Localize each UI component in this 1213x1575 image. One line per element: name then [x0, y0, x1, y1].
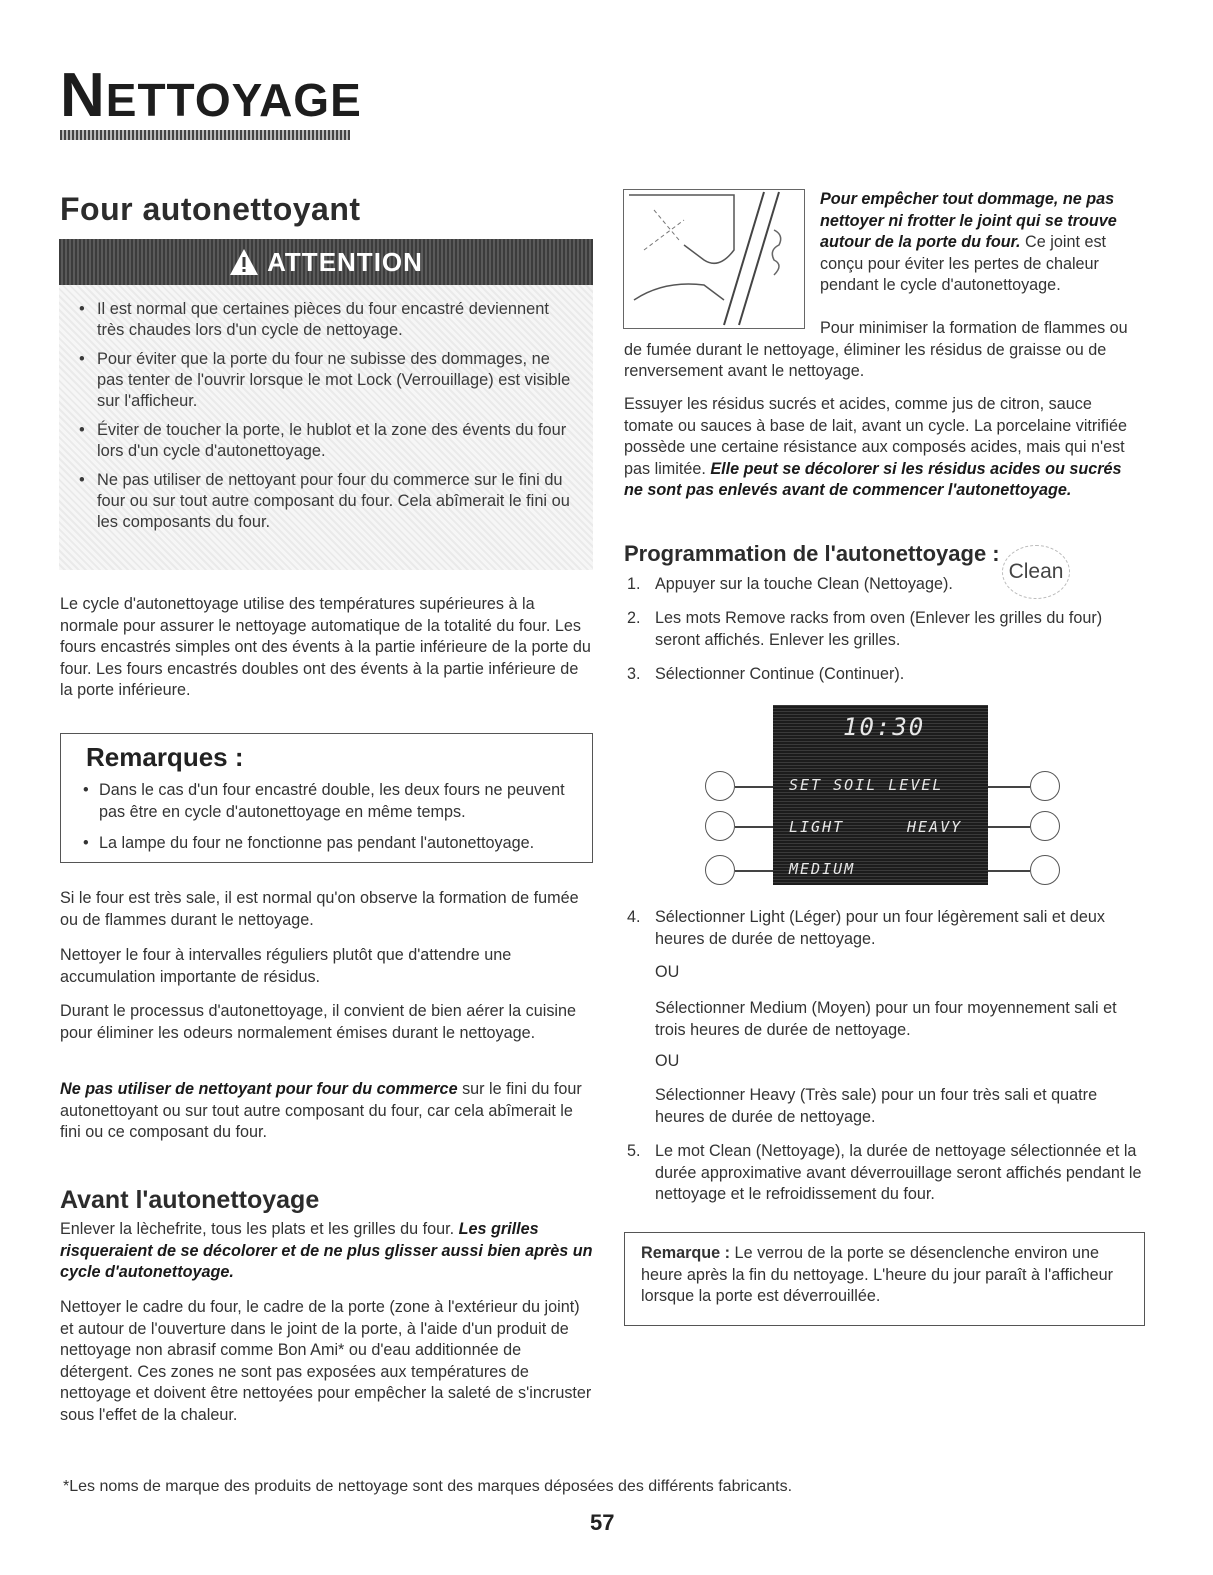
- note-box: [624, 1232, 1145, 1326]
- note-text: [641, 1243, 1131, 1308]
- right-button-3[interactable]: [1030, 855, 1060, 885]
- minimize-flames-paragraph: Pour minimiser la formation de flammes ou de fumée durant le nettoyage, éliminer les résidus de graisse ou de renversement avant le nettoyage.: [624, 319, 1128, 380]
- step-5: [627, 1141, 1147, 1211]
- step-2-text: Les mots Remove racks from oven (Enlever les grilles du four) seront affichés. Enlever les grilles.: [655, 609, 1103, 649]
- attention-item: • Ne pas utiliser de nettoyant pour four du commerce sur le fini du four ou sur tout autre composant du four. Cela abîmerait le fini ou les composants du four.: [73, 470, 575, 533]
- commercial-cleaner-emphasis: Ne pas utiliser de nettoyant pour four du commerce: [60, 1080, 458, 1098]
- avant-paragraph-1: [60, 1219, 595, 1284]
- step-4-light: Sélectionner Light (Léger) pour un four légèrement sali et deux heures de durée de nettoyage.: [655, 908, 1105, 948]
- acid-residue-paragraph: [624, 394, 1144, 502]
- commercial-cleaner-rest: sur le fini du four autonettoyant ou sur tout autre composant du four, car cela abîmerait le fini ou ce composant du four.: [60, 1080, 582, 1141]
- remarques-list: [75, 780, 575, 865]
- oven-display-panel: [773, 705, 988, 885]
- gasket-warning-paragraph: [820, 189, 1145, 297]
- step-4-or-2: OU: [655, 1052, 680, 1070]
- avant-paragraph-1-emphasis: Les grilles risqueraient de se décolorer et de ne plus glisser aussi bien après un cycle d'autonettoyage.: [60, 1220, 593, 1281]
- step-2-number: 2.: [627, 609, 641, 627]
- connector-line: [988, 786, 1030, 788]
- ventilation-paragraph: Durant le processus d'autonettoyage, il convient de bien aérer la cuisine pour éliminer les odeurs normalement émises durant le nettoyage.: [60, 1002, 577, 1042]
- page-number: 57: [590, 1510, 615, 1535]
- connector-line: [735, 826, 773, 828]
- step-4-heavy: Sélectionner Heavy (Très sale) pour un four très sali et quatre heures de durée de nettoyage.: [655, 1086, 1098, 1126]
- display-heavy-option: HEAVY: [907, 818, 963, 836]
- acid-residue-emphasis: Elle peut se décolorer si les résidus acides ou sucrés ne sont pas enlevés avant de commencer l'autonettoyage.: [624, 459, 1122, 499]
- step-3: [627, 664, 1147, 686]
- connector-line: [735, 786, 773, 788]
- display-set-soil-level: SET SOIL LEVEL: [789, 776, 944, 794]
- note-label: Remarque :: [641, 1244, 731, 1262]
- left-button-2[interactable]: [705, 811, 735, 841]
- avant-paragraph-1-plain: Enlever la lèchefrite, tous les plats et les grilles du four.: [60, 1220, 459, 1238]
- gasket-warning-emphasis: Pour empêcher tout dommage, ne pas nettoyer ni frotter le joint qui se trouve autour de la porte du four.: [820, 190, 1117, 251]
- page-heading-rest: ETTOYAGE: [105, 74, 362, 126]
- right-button-2[interactable]: [1030, 811, 1060, 841]
- connector-line: [988, 870, 1030, 872]
- step-5-text: Le mot Clean (Nettoyage), la durée de nettoyage sélectionnée et la durée approximative avant déverrouillage seront affichés pendant le nettoyage et le refroidissement du four.: [655, 1142, 1142, 1203]
- attention-body: [59, 285, 593, 570]
- footnote: *Les noms de marque des produits de nettoyage sont des marques déposées des différents fabricants.: [63, 1478, 793, 1495]
- regular-cleaning-paragraph: Nettoyer le four à intervalles réguliers plutôt que d'attendre une accumulation importante de résidus.: [60, 946, 512, 986]
- attention-header: [59, 239, 593, 285]
- step-1-number: 1.: [627, 575, 641, 593]
- remarques-box: [60, 733, 593, 863]
- step-4-number: 4.: [627, 908, 641, 926]
- connector-line: [735, 870, 773, 872]
- attention-item: • Pour éviter que la porte du four ne subisse des dommages, ne pas tenter de l'ouvrir lorsque le mot Lock (Verrouillage) est visible sur l'afficheur.: [73, 349, 575, 412]
- attention-list: [59, 285, 593, 533]
- clean-key-icon: Clean: [1002, 545, 1070, 599]
- left-button-1[interactable]: [705, 771, 735, 801]
- step-4-or-1: OU: [655, 963, 680, 981]
- right-button-1[interactable]: [1030, 771, 1060, 801]
- section-title: Four autonettoyant: [60, 191, 361, 227]
- remarques-item: • Dans le cas d'un four encastré double, les deux fours ne peuvent pas être en cycle d'autonettoyage en même temps.: [75, 780, 575, 823]
- gasket-warning-rest: Ce joint est conçu pour éviter les pertes de chaleur pendant le cycle d'autonettoyage.: [820, 233, 1107, 294]
- remarques-item: • La lampe du four ne fonctionne pas pendant l'autonettoyage.: [75, 833, 575, 855]
- left-button-3[interactable]: [705, 855, 735, 885]
- display-light-option: LIGHT: [789, 818, 845, 836]
- oven-door-drawing: [624, 190, 804, 328]
- remarques-title: Remarques :: [86, 742, 244, 772]
- step-1: [627, 574, 1147, 596]
- commercial-cleaner-paragraph: [60, 1079, 595, 1144]
- step-4-medium: Sélectionner Medium (Moyen) pour un four moyennement sali et trois heures de durée de nettoyage.: [655, 999, 1117, 1039]
- page-heading-initial: N: [60, 61, 106, 130]
- step-2: [627, 608, 1147, 652]
- acid-residue-plain: Essuyer les résidus sucrés et acides, comme jus de citron, sauce tomate ou sauces à base de lait, avant un cycle. La porcelaine vitrifiée possède une certaine résistance aux composés acides, mais qui n'est pas limitée.: [624, 395, 1128, 478]
- smoke-paragraph: Si le four est très sale, il est normal qu'on observe la formation de fumée ou de flammes durant le nettoyage.: [60, 889, 579, 929]
- step-4: [627, 907, 1147, 1147]
- display-time: 10:30: [843, 713, 926, 741]
- attention-item: • Il est normal que certaines pièces du four encastré deviennent très chaudes lors d'un cycle de nettoyage.: [73, 299, 575, 341]
- heading-underline: [60, 130, 350, 140]
- display-medium-option: MEDIUM: [789, 860, 856, 878]
- avant-paragraph-2: Nettoyer le cadre du four, le cadre de la porte (zone à l'extérieur du joint) et autour de l'ouverture dans le joint de la porte, à l'aide d'un produit de nettoyage non abrasif comme Bon Ami* ou d'eau additionnée de détergent. Ces zones ne sont pas exposées aux températures de nettoyage et doivent être nettoyées pour empêcher la saleté de s'incruster sous l'effet de la chaleur.: [60, 1298, 592, 1424]
- step-3-text: Sélectionner Continue (Continuer).: [655, 665, 905, 683]
- attention-item: • Éviter de toucher la porte, le hublot et la zone des évents du four lors d'un cycle d'autonettoyage.: [73, 420, 575, 462]
- step-5-number: 5.: [627, 1142, 641, 1160]
- avant-title: Avant l'autonettoyage: [60, 1186, 320, 1214]
- attention-label: ATTENTION: [267, 246, 423, 277]
- page-heading: [60, 60, 362, 131]
- intro-paragraph: Le cycle d'autonettoyage utilise des températures supérieures à la normale pour assurer le nettoyage automatique de la totalité du four. Les fours encastrés simples ont des évents à la partie inférieure de la porte du four. Les fours encastrés doubles ont des évents à la partie inférieure de la porte inférieure.: [60, 595, 591, 699]
- step-1-text: Appuyer sur la touche Clean (Nettoyage).: [655, 575, 953, 593]
- warning-icon: [229, 248, 259, 276]
- oven-door-illustration: [623, 189, 805, 329]
- note-body: Le verrou de la porte se désenclenche environ une heure après la fin du nettoyage. L'heure du jour paraît à l'afficheur lorsque la porte est déverrouillée.: [641, 1244, 1114, 1305]
- programmation-title: Programmation de l'autonettoyage :: [624, 541, 1000, 566]
- step-3-number: 3.: [627, 665, 641, 683]
- connector-line: [988, 826, 1030, 828]
